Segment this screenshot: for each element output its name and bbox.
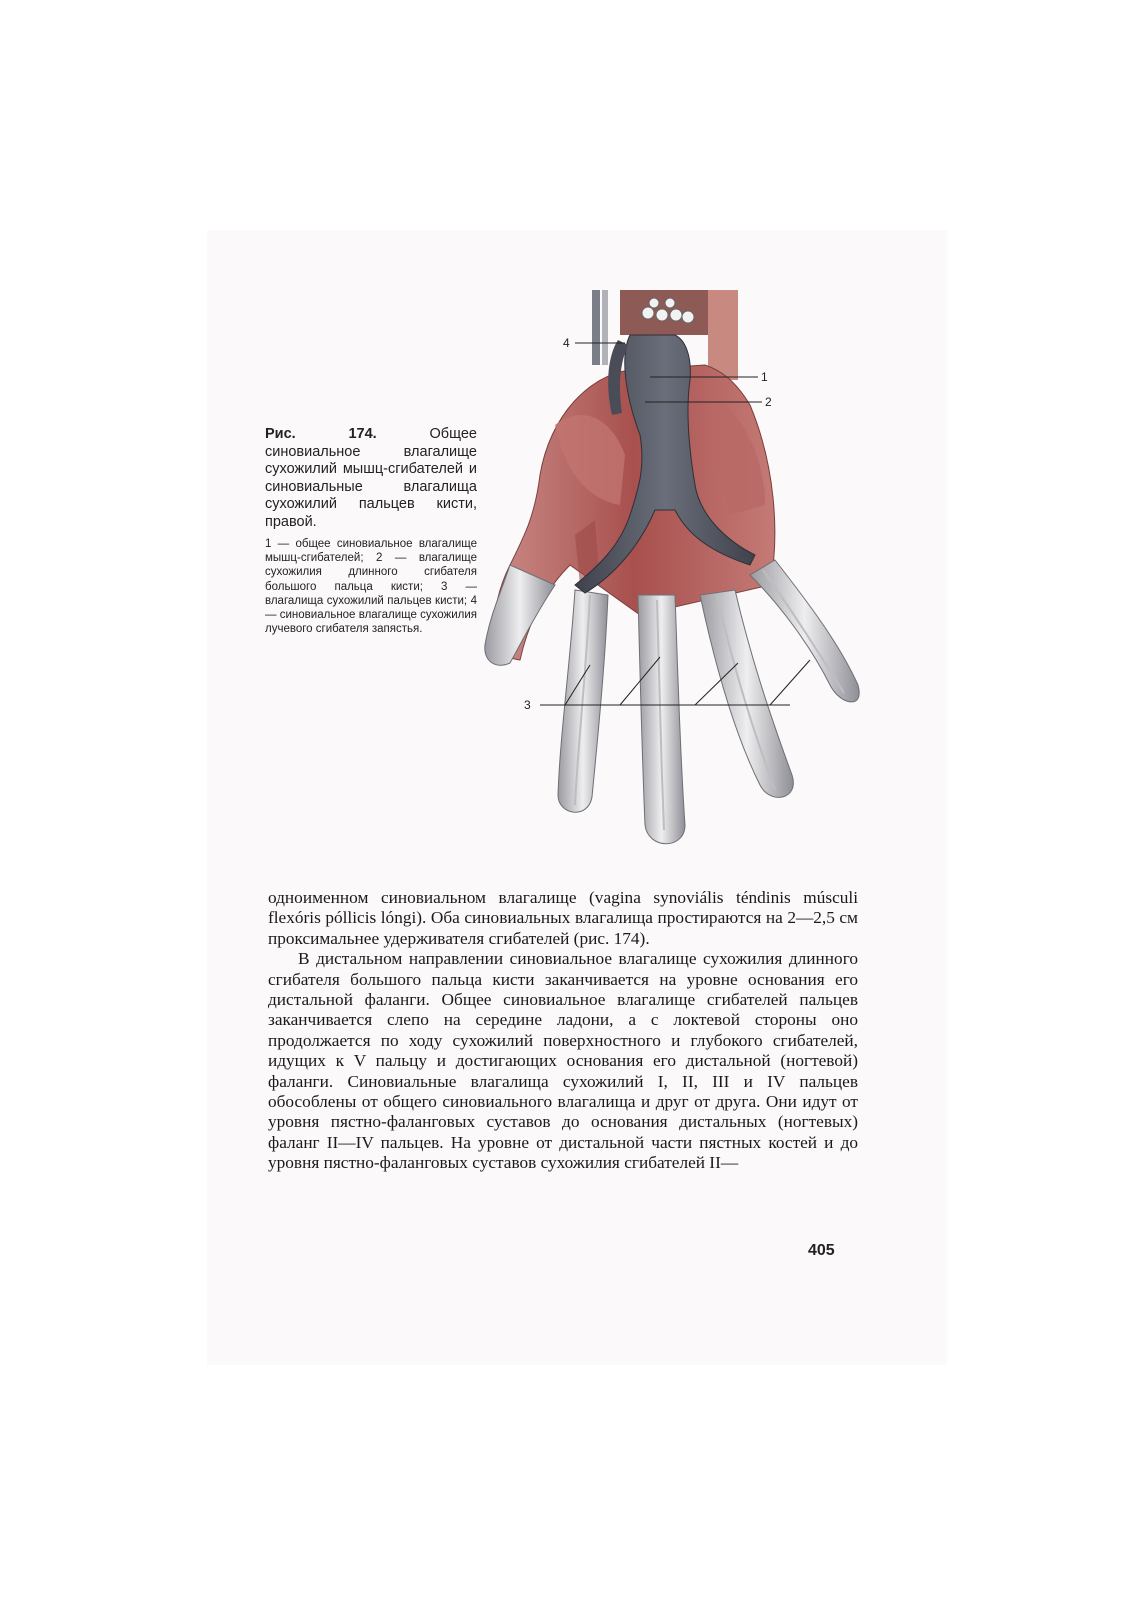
hand-anatomy-drawing — [480, 285, 875, 865]
label-2: 2 — [765, 395, 772, 409]
label-3: 3 — [524, 698, 531, 712]
paragraph-1: одноименном синовиальном влагалище (vagina synoviális téndinis músculi flexóris póllicis lóngi). Оба синовиальных влагалища простираются на 2—2,5 см проксимальнее удерживателя сгибателей (рис. 174). — [268, 888, 858, 948]
figure-caption — [265, 426, 477, 636]
caption-title — [265, 426, 477, 531]
figure-label: Рис. 174. — [265, 426, 377, 442]
caption-legend: 1 — общее синовиальное влагалище мышц-сгибателей; 2 — влагалище сухожилия длинного сгибателя большого пальца кисти; 3 — влагалища сухожилий пальцев кисти; 4 — синовиальное влагалище сухожилия лучевого сгибателя запястья. — [265, 538, 477, 636]
body-text — [268, 888, 858, 1174]
label-1: 1 — [761, 370, 768, 384]
fingers — [485, 560, 859, 844]
caption-title-text: Общее синовиальное влагалище сухожилий мышц-сгибателей и синовиальные влагалища сухожилий пальцев кисти, правой. — [265, 426, 477, 530]
hand-illustration — [480, 285, 875, 865]
paragraph-2: В дистальном направлении синовиальное влагалище сухожилия длинного сгибателя большого пальца кисти заканчивается на уровне основания его дистальной фаланги. Общее синовиальное влагалище сгибателей пальцев заканчивается слепо на середине ладони, а с локтевой стороны оно продолжается по ходу сухожилий поверхностного и глубокого сгибателей, идущих к V пальцу и достигающих основания его дистальной (ногтевой) фаланги. Синовиальные влагалища сухожилий I, II, III и IV пальцев обособлены от общего синовиального влагалища и друг от друга. Они идут от уровня пястно-фаланговых суставов до основания дистальных (ногтевых) фаланг II—IV пальцев. На уровне от дистальной части пястных костей и до уровня пястно-фаланговых суставов сухожилия сгибателей II— — [268, 949, 858, 1173]
page-number: 405 — [808, 1242, 835, 1259]
label-4: 4 — [563, 336, 570, 350]
